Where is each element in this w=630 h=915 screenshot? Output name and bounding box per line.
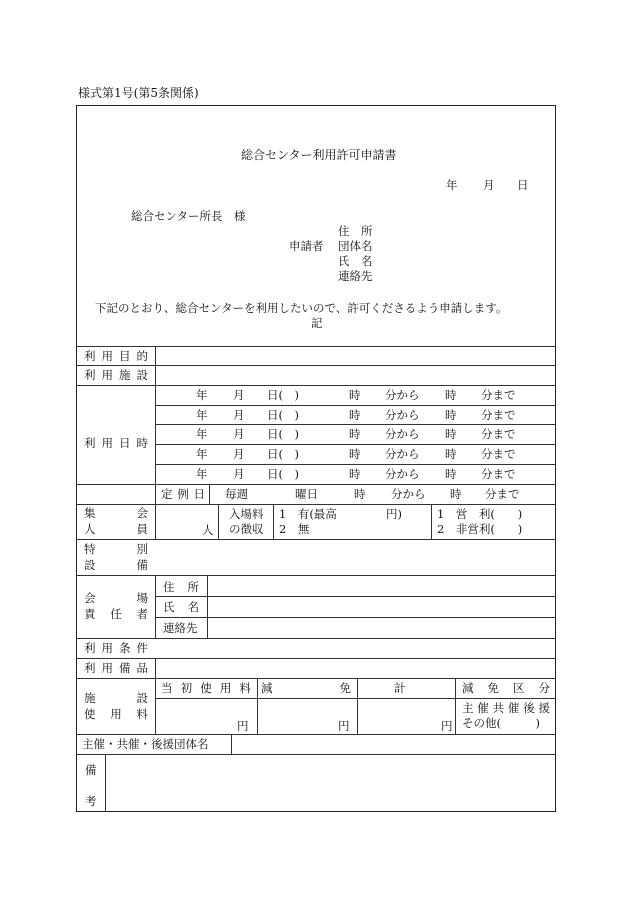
fee-initial-header: 当 初 使 用 料	[161, 681, 251, 695]
fee-reduction-yen: 円	[338, 719, 350, 733]
applicant-label: 申請者	[289, 239, 324, 253]
fee-category-sponsor[interactable]: 主 催 共 催 後 援	[462, 701, 550, 715]
fee-initial-yen: 円	[237, 719, 249, 733]
regular-end-minute[interactable]: 分まで	[485, 487, 520, 501]
fee-option-paid[interactable]: 1 有(最高	[279, 507, 337, 521]
row-label-remarks-2: 考	[85, 794, 97, 808]
applicant-address-label: 住 所	[338, 224, 373, 238]
application-form: 総合センター利用許可申請書 年 月 日 総合センター所長 様 住 所 申請者 団体名 氏 名 連絡先 下記のとおり、総合センターを利用したいので、許可くださるよう申請します。 記 利 用 目 的 利 用 施 設 利 用 日 時 集 会 人 員 特 別 設 備 会 場 責 任 者 利 用 条 件 利 用 備 品 施 設 使 用 料 主催・共催・後援団体名 備 考 年 月 日( ) 時 分から 時 分まで 年 月 日( ) 時 分から 時 分まで 年 月 日( ) 時 分から 時 分まで 年 月 日( ) 時 分から 時 分まで 年 月 日( ) 時 分から 時 分まで 定 例 日 毎週 曜日 時 分から 時 分まで 人 入場料 の徴収 1 有(最高 円) 2 無 1 営 利( ) 2 非営利( ) 住 所 氏 名 連絡先 当 初 使 用 料 減 免 計 減 免 区 分 円 円 円 主 催 共 催 後 援 その他( )	[76, 105, 556, 812]
manager-name-label: 氏 名	[163, 600, 199, 614]
row-label-sponsors: 主催・共催・後援団体名	[82, 737, 209, 751]
fee-total-yen: 円	[441, 719, 453, 733]
fee-total-header: 計	[394, 681, 406, 695]
weekly-label: 毎週	[225, 487, 248, 501]
addressee: 総合センター所長 様	[131, 209, 246, 223]
fee-reduction-header: 減 免	[261, 681, 351, 695]
regular-start-hour[interactable]: 時	[354, 487, 366, 501]
applicant-group-label: 団体名	[338, 239, 373, 253]
applicant-name-label: 氏 名	[338, 254, 373, 268]
weekday-label[interactable]: 曜日	[295, 487, 318, 501]
manager-address-label: 住 所	[163, 580, 199, 594]
entrance-fee-label-1: 入場料	[229, 507, 264, 521]
row-label-attendance: 集 会 人 員	[84, 506, 148, 536]
manager-contact-label: 連絡先	[163, 621, 198, 635]
profit-option[interactable]: 1 営 利( )	[437, 507, 523, 521]
row-label-facility-fee: 施 設 使 用 料	[84, 691, 148, 721]
attendance-unit: 人	[202, 523, 214, 537]
date-year[interactable]: 年	[446, 178, 458, 192]
row-label-datetime: 利 用 日 時	[84, 436, 148, 450]
nonprofit-option[interactable]: 2 非営利( )	[437, 522, 523, 536]
fee-category-header: 減 免 区 分	[462, 681, 550, 695]
fee-category-other[interactable]: その他( )	[462, 716, 540, 730]
row-label-purpose: 利 用 目 的	[84, 349, 148, 363]
row-label-venue-manager: 会 場 責 任 者	[84, 591, 148, 621]
regular-end-hour[interactable]: 時	[450, 487, 462, 501]
ki-label: 記	[311, 316, 323, 330]
applicant-contact-label: 連絡先	[338, 269, 373, 283]
row-label-equipment: 利 用 備 品	[84, 661, 148, 675]
fee-max-yen: 円)	[386, 507, 402, 521]
row-label-facility: 利 用 施 設	[84, 368, 148, 382]
row-label-special-equipment: 特 別 設 備	[84, 542, 148, 572]
fee-option-free[interactable]: 2 無	[279, 522, 310, 536]
regular-start-minute[interactable]: 分から	[391, 487, 426, 501]
form-number: 様式第1号(第5条関係)	[78, 86, 199, 100]
row-label-conditions: 利 用 条 件	[84, 641, 148, 655]
date-day[interactable]: 日	[517, 178, 529, 192]
form-title: 総合センター利用許可申請書	[241, 148, 397, 162]
regular-day-label: 定 例 日	[161, 487, 205, 501]
entrance-fee-label-2: の徴収	[229, 522, 264, 536]
request-text: 下記のとおり、総合センターを利用したいので、許可くださるよう申請します。	[95, 301, 508, 315]
row-label-remarks-1: 備	[85, 763, 97, 777]
date-month[interactable]: 月	[483, 178, 495, 192]
